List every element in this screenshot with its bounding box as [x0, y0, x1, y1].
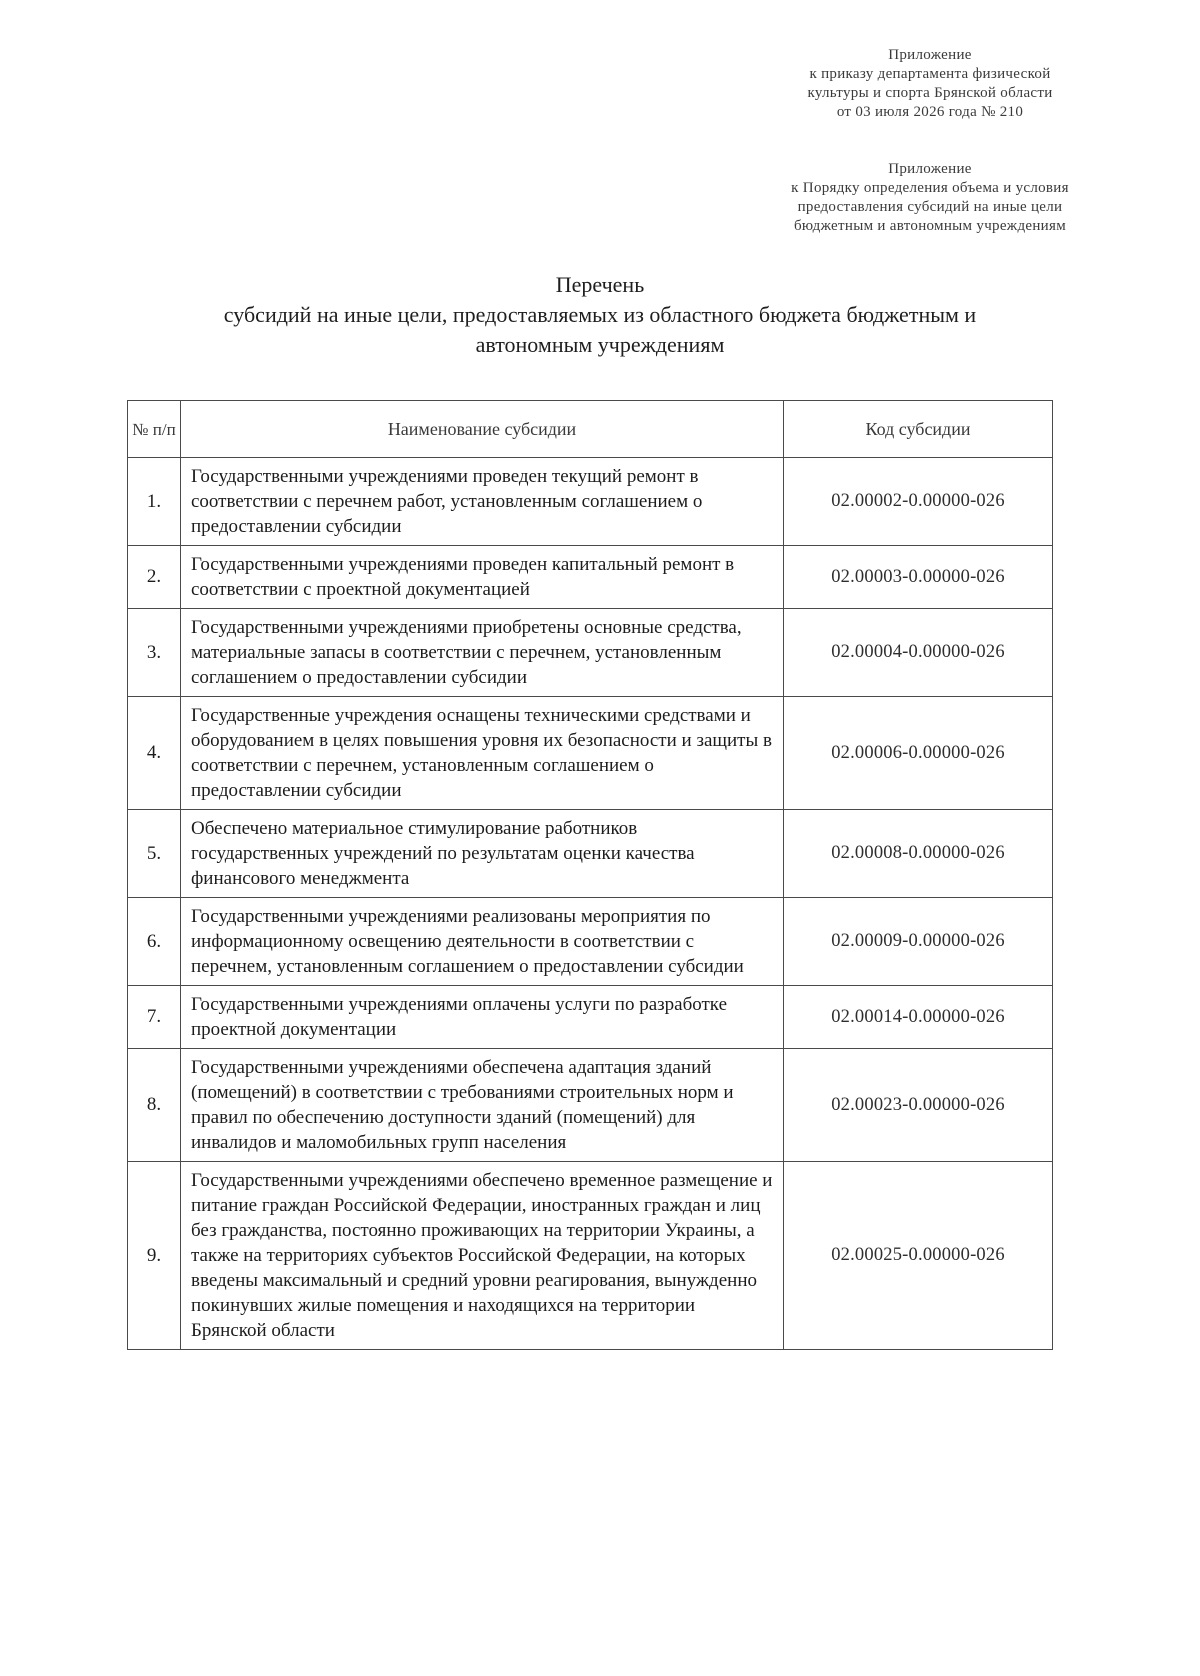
subsidy-name: Государственными учреждениями обеспечено временное размещение и питание граждан Российской Федерации, иностранных граждан и лиц без гражданства, постоянно проживающих на территории Украины, а также на территориях субъектов Российской Федерации, на которых введены максимальный и средний уровни реагирования, вынужденно покинувших жилые помещения и находящихся на территории Брянской области [181, 1162, 784, 1350]
table-row [128, 986, 1053, 1049]
subsidy-code: 02.00006-0.00000-026 [784, 697, 1053, 810]
row-number: 2. [128, 546, 181, 609]
table-row [128, 1049, 1053, 1162]
subsidy-name: Государственными учреждениями приобретены основные средства, материальные запасы в соответствии с перечнем, установленным соглашением о предоставлении субсидии [181, 609, 784, 697]
subsidy-code: 02.00002-0.00000-026 [784, 458, 1053, 546]
procedure-attachment-header [740, 160, 1120, 236]
row-number: 8. [128, 1049, 181, 1162]
subsidy-name: Обеспечено материальное стимулирование работников государственных учреждений по результатам оценки качества финансового менеджмента [181, 810, 784, 898]
row-number: 9. [128, 1162, 181, 1350]
header-subsidy-name: Наименование субсидии [181, 401, 784, 458]
subsidy-name: Государственными учреждениями реализованы мероприятия по информационному освещению деятельности в соответствии с перечнем, установленным соглашением о предоставлении субсидии [181, 898, 784, 986]
subsidy-name: Государственными учреждениями обеспечена адаптация зданий (помещений) в соответствии с требованиями строительных норм и правил по обеспечению доступности зданий (помещений) для инвалидов и маломобильных групп населения [181, 1049, 784, 1162]
order-attachment-header [760, 46, 1100, 122]
table-row [128, 697, 1053, 810]
table-row [128, 546, 1053, 609]
title-line: субсидий на иные цели, предоставляемых из областного бюджета бюджетным и [223, 302, 977, 327]
procedure-attachment-line: к Порядку определения объема и условия [791, 180, 1069, 196]
table-row [128, 898, 1053, 986]
subsidy-name: Государственными учреждениями проведен текущий ремонт в соответствии с перечнем работ, установленным соглашением о предоставлении субсидии [181, 458, 784, 546]
row-number: 4. [128, 697, 181, 810]
row-number: 7. [128, 986, 181, 1049]
subsidy-code: 02.00008-0.00000-026 [784, 810, 1053, 898]
procedure-attachment-line: Приложение [888, 161, 972, 177]
table-row [128, 810, 1053, 898]
subsidy-code: 02.00003-0.00000-026 [784, 546, 1053, 609]
row-number: 5. [128, 810, 181, 898]
subsidies-table [127, 400, 1053, 1350]
header-number: № п/п [128, 401, 181, 458]
document-title [100, 270, 1100, 360]
row-number: 3. [128, 609, 181, 697]
order-attachment-line: к приказу департамента физической [809, 66, 1051, 82]
table-header-row [128, 401, 1053, 458]
subsidy-name: Государственными учреждениями оплачены услуги по разработке проектной документации [181, 986, 784, 1049]
procedure-attachment-line: бюджетным и автономным учреждениям [793, 218, 1067, 234]
table-row [128, 609, 1053, 697]
order-attachment-line: культуры и спорта Брянской области [807, 85, 1053, 101]
subsidy-name: Государственными учреждениями проведен капитальный ремонт в соответствии с проектной документацией [181, 546, 784, 609]
table-row [128, 458, 1053, 546]
title-line: Перечень [555, 272, 645, 297]
title-line: автономным учреждениям [475, 332, 725, 357]
subsidy-name: Государственные учреждения оснащены техническими средствами и оборудованием в целях повышения уровня их безопасности и защиты в соответствии с перечнем, установленным соглашением о предоставлении субсидии [181, 697, 784, 810]
subsidy-code: 02.00014-0.00000-026 [784, 986, 1053, 1049]
row-number: 6. [128, 898, 181, 986]
row-number: 1. [128, 458, 181, 546]
subsidy-code: 02.00025-0.00000-026 [784, 1162, 1053, 1350]
order-attachment-line: Приложение [888, 47, 972, 63]
subsidy-code: 02.00023-0.00000-026 [784, 1049, 1053, 1162]
order-attachment-line: от 03 июля 2026 года № 210 [836, 104, 1024, 120]
subsidy-code: 02.00009-0.00000-026 [784, 898, 1053, 986]
table-row [128, 1162, 1053, 1350]
subsidy-code: 02.00004-0.00000-026 [784, 609, 1053, 697]
header-subsidy-code: Код субсидии [784, 401, 1053, 458]
procedure-attachment-line: предоставления субсидий на иные цели [797, 199, 1063, 215]
